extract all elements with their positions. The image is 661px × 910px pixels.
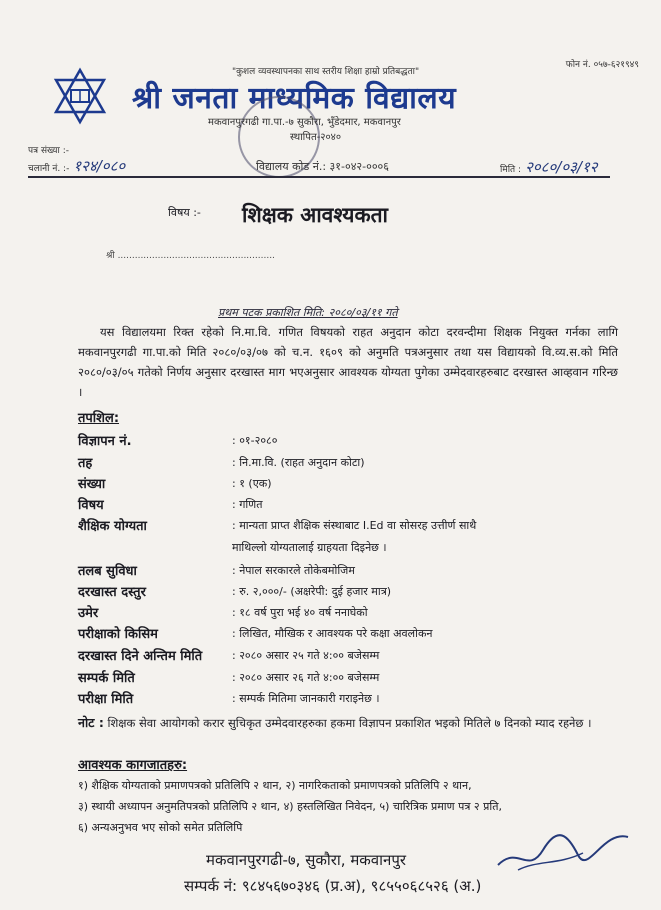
- note: [78, 712, 628, 734]
- detail-value: : १८ वर्ष पुरा भई ४० वर्ष ननाघेको: [232, 606, 368, 619]
- note-label: नोट :: [78, 715, 104, 730]
- footer-address: मकवानपुरगढी-७, सुकौरा, मकवानपुर: [206, 851, 407, 869]
- school-code: विद्यालय कोड नं.: ३१-०४२-०००६: [256, 160, 389, 173]
- detail-value: : सम्पर्क मितिमा जानकारी गराइनेछ ।: [232, 692, 380, 705]
- detail-key: परीक्षा मिति: [78, 692, 134, 707]
- detail-value: : १ (एक): [232, 477, 272, 490]
- notice-body: यस विद्यालयमा रिक्त रहेको नि.मा.वि. गणित विषयको राहत अनुदान कोटा दरवन्दीमा शिक्षक नियुक्त गर्नका लागि मकवानपुरगढी गा.पा.को मिति २०८०/०३/०७ को च.न. १६०९ को अनुमति पत्रअनुसार तथा यस विद्यायको वि.व्य.स.को मिति २०८०/०३/०५ गतेको निर्णय अनुसार दरखास्त माग भएअनुसार आवश्यक योग्यता पुगेका उम्मेदवारहरुबाट दरखास्त आव्हवान गरिन्छ ।: [78, 325, 618, 399]
- detail-value: माथिल्लो योग्यतालाई ग्राहयता दिइनेछ ।: [232, 541, 387, 554]
- slogan: "कुशल व्यवस्थापनका साथ स्तरीय शिक्षा हाम्रो प्रतिबद्धता": [232, 67, 420, 77]
- letter-date: [500, 157, 598, 177]
- dispatch-number: [28, 156, 125, 176]
- date-label: मिति :: [500, 165, 522, 175]
- established-year: स्थापित-२०४०: [290, 132, 342, 143]
- detail-value: : २०८० असार २५ गते ४:०० बजेसम्म: [232, 649, 380, 662]
- dispatch-label: चलानी नं. :-: [28, 164, 70, 174]
- detail-value: : रु. २,०००/- (अक्षरेपी: दुई हजार मात्र): [232, 585, 392, 598]
- detail-key: परीक्षाको किसिम: [78, 627, 158, 642]
- detail-key: दरखास्त दस्तुर: [78, 585, 146, 600]
- detail-key: तलब सुविधा: [78, 564, 137, 579]
- required-documents-title: आवश्यक कागजातहरु:: [78, 758, 188, 773]
- reference-number: पत्र संख्या :-: [28, 146, 69, 156]
- school-address: मकवानपुरगढी गा.पा.-७ सुकौरा, भुँडेदमार, मकवानपुर: [208, 117, 401, 128]
- detail-key: सम्पर्क मिति: [78, 671, 135, 686]
- document-item: ३) स्थायी अध्यापन अनुमतिपत्रको प्रतिलिपि २ थान, ४) हस्तलिखित निवेदन, ५) चारित्रिक प्रमाण पत्र २ प्रति,: [78, 800, 503, 813]
- detail-key: शैक्षिक योग्यता: [78, 519, 147, 534]
- detail-value: : ०१-२०८०: [232, 434, 278, 447]
- footer-contact: सम्पर्क नं: ९८४५६७०३४६ (प्र.अ), ९८५५०६८५२६ (अ.): [184, 877, 482, 895]
- dispatch-value: १२४/०८०: [73, 157, 126, 175]
- detail-key: तह: [78, 456, 93, 471]
- details-title: तपशिल:: [78, 411, 120, 426]
- detail-key: विज्ञापन नं.: [78, 434, 132, 449]
- phone-number: फोन नं. ०५७-६२१९४९: [565, 60, 639, 70]
- header-divider: [28, 176, 610, 178]
- subject-label: विषय :-: [168, 206, 201, 219]
- first-published-date: प्रथम पटक प्रकाशित मिति: २०८०/०३/११ गते: [218, 306, 398, 319]
- detail-value: : नेपाल सरकारले तोकेबमोजिम: [232, 564, 355, 577]
- detail-value: : नि.मा.वि. (राहत अनुदान कोटा): [232, 456, 365, 469]
- detail-key: दरखास्त दिने अन्तिम मिति: [78, 649, 203, 664]
- school-name: श्री जनता माध्यमिक विद्यालय: [132, 81, 457, 116]
- detail-key: संख्या: [78, 477, 106, 492]
- principal-signature: [488, 815, 638, 879]
- detail-value: : गणित: [232, 498, 263, 511]
- detail-key: उमेर: [78, 606, 99, 621]
- school-logo: [52, 66, 108, 126]
- date-value: २०८०/०३/१२: [525, 158, 598, 176]
- detail-value: : २०८० असार २६ गते ४:०० बजेसम्म: [232, 671, 380, 684]
- recipient-line: श्री .......................................................: [106, 251, 275, 261]
- document-item: ६) अन्यअनुभव भए सोको समेत प्रतिलिपि: [78, 821, 243, 834]
- detail-value: : मान्यता प्राप्त शैक्षिक संस्थाबाट I.Ed वा सोसरह उत्तीर्ण साथै: [232, 519, 477, 532]
- detail-key: विषय: [78, 498, 104, 513]
- detail-value: : लिखित, मौखिक र आवश्यक परे कक्षा अवलोकन: [232, 627, 433, 640]
- note-text: शिक्षक सेवा आयोगको करार सुचिकृत उम्मेदवारहरुका हकमा विज्ञापन प्रकाशित भइको मितिले ७ दिनको म्याद रहनेछ ।: [107, 716, 592, 730]
- document-item: १) शैक्षिक योग्यताको प्रमाणपत्रको प्रतिलिपि २ थान, २) नागरिकताको प्रमाणपत्रको प्रतिलिपि २ थान,: [78, 779, 472, 792]
- subject-title: शिक्षक आवश्यकता: [242, 203, 388, 227]
